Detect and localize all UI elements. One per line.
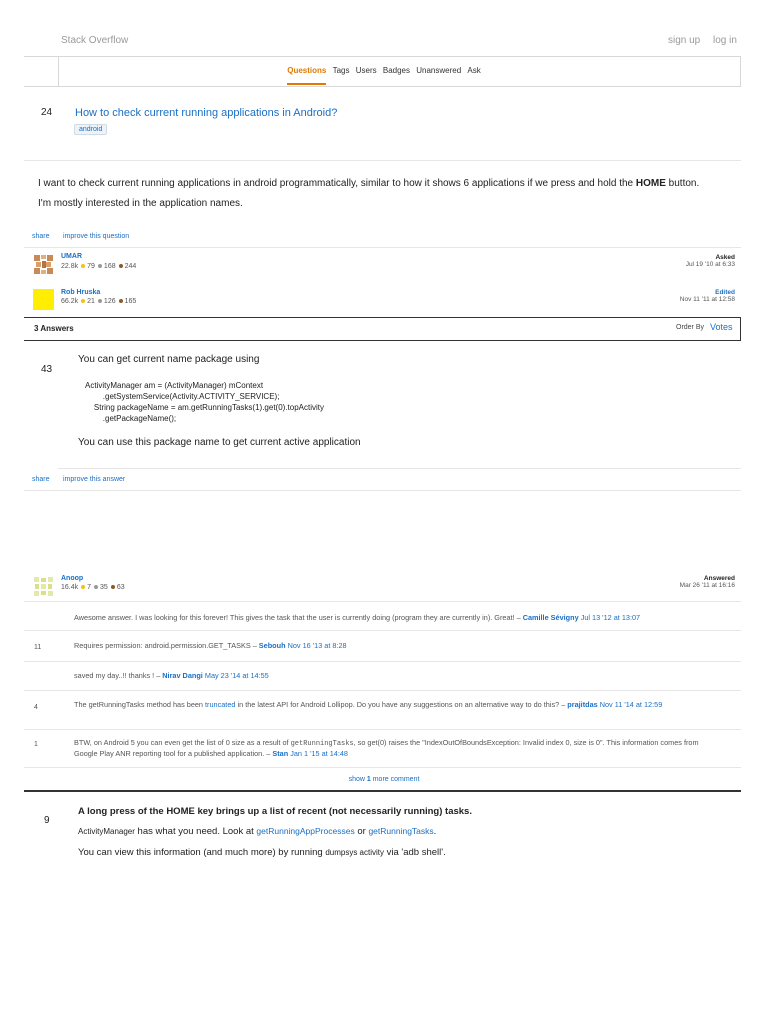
truncated-link[interactable]: truncated [205,700,236,709]
divider [24,690,741,691]
answer-outro: You can use this package name to get current active application [78,437,361,448]
bronze-badge-icon [119,264,123,268]
silver-badge-icon [94,585,98,589]
nav-tags[interactable]: Tags [332,66,350,75]
answered-meta: Answered Mar 26 '11 at 16:16 [679,575,735,589]
answer-separator [24,790,741,792]
comment-user-link[interactable]: Stan [272,749,289,758]
comment-user-link[interactable]: prajitdas [567,700,598,709]
divider [24,490,741,491]
comment: BTW, on Android 5 you can even get the list of 0 size as a result of getRunningTasks, so get(0) raises the "IndexOutOfBoundsException: Invalid index 0, size is 0". This information comes from Google Play ANR reporting tool for a published application. – Stan Jan 1 '15 at 14:48 [74,738,699,758]
answers-header-bar [24,317,741,341]
gold-badge-icon [81,585,85,589]
editor-name[interactable]: Rob Hruska [61,289,101,296]
comment-date-link[interactable]: Nov 11 '14 at 12:59 [599,700,663,709]
nav-badges[interactable]: Badges [382,66,411,75]
bronze-badge-icon [119,299,123,303]
asker-reputation: 22.8k 79 168 244 [61,263,137,270]
edited-meta: Edited Nov 11 '11 at 12:58 [679,289,735,303]
site-title[interactable]: Stack Overflow [61,35,129,46]
divider [24,661,741,662]
comment-user-link[interactable]: Sebouh [258,641,286,650]
question-vote-count: 24 [41,107,53,118]
comment-date-link[interactable]: May 23 '14 at 14:55 [204,671,269,680]
avatar[interactable] [33,254,54,275]
answer-line: You can view this information (and much more) by running dumpsys activity via 'adb shell'. [78,847,446,858]
order-by-label: Order By [676,324,705,331]
question-body: I want to check current running applications in android programmatically, similar to how it shows 6 applications if we press and hold the HOME button. I'm mostly interested in the application names. [38,178,700,209]
silver-badge-icon [98,299,102,303]
answer-line: A long press of the HOME key brings up a list of recent (not necessarily running) tasks. [78,806,472,817]
comment-user-link[interactable]: Camille Sévigny [522,613,579,622]
comment-user-link[interactable]: Nirav Dangi [162,671,203,680]
code-block: ActivityManager am = (ActivityManager) mContext .getSystemService(Activity.ACTIVITY_SERVICE); String packageName = am.getRunningTasks(1).get(0).topActivity .getPackageName(); [85,381,324,423]
answerer-reputation: 16.4k 7 35 63 [61,584,125,591]
order-by-select[interactable]: Votes [710,322,733,332]
comment: The getRunningTasks method has been truncated in the latest API for Android Lollipop. Do you have any suggestions on an alternative way to do this? – prajitdas Nov 11 '14 at 12:59 [74,700,663,709]
answers-count: 3 Answers [34,324,74,333]
nav-unanswered[interactable]: Unanswered [416,66,462,75]
avatar[interactable] [33,576,54,597]
main-nav [0,66,768,75]
gold-badge-icon [81,299,85,303]
comment-vote-count: 1 [34,741,38,748]
get-running-app-processes-link[interactable]: getRunningAppProcesses [256,826,355,836]
nav-questions[interactable]: Questions [287,66,326,85]
improve-answer-link[interactable]: improve this answer [63,476,126,483]
improve-question-link[interactable]: improve this question [63,233,130,240]
comment-date-link[interactable]: Nov 16 '13 at 8:28 [287,641,347,650]
nav-users[interactable]: Users [355,66,377,75]
divider [24,630,741,631]
comment: saved my day..!! thanks ! – Nirav Dangi May 23 '14 at 14:55 [74,671,269,680]
avatar[interactable] [33,289,54,310]
answerer-name[interactable]: Anoop [61,575,84,582]
tag-android[interactable]: android [74,124,107,135]
divider [24,160,741,161]
divider [24,729,741,730]
asked-meta: Asked Jul 19 '10 at 6:33 [685,254,735,268]
divider [24,601,741,602]
comment-date-link[interactable]: Jan 1 '15 at 14:48 [290,749,348,758]
get-running-tasks-link[interactable]: getRunningTasks [368,826,434,836]
comment-vote-count: 4 [34,704,38,711]
editor-reputation: 66.2k 21 126 165 [61,298,137,305]
question-title[interactable]: How to check current running applications in Android? [75,107,338,119]
bronze-badge-icon [111,585,115,589]
nav-ask[interactable]: Ask [467,66,481,75]
comment-vote-count: 11 [34,644,42,651]
divider [24,767,741,768]
comment: Requires permission: android.permission.GET_TASKS – Sebouh Nov 16 '13 at 8:28 [74,641,347,650]
gold-badge-icon [81,264,85,268]
answer-vote-count: 43 [41,364,53,375]
divider [24,247,741,248]
show-more-comments-link[interactable]: show 1 more comment [348,776,420,783]
comment-date-link[interactable]: Jul 13 '12 at 13:07 [580,613,641,622]
share-question-link[interactable]: share [32,233,50,240]
comment: Awesome answer. I was looking for this forever! This gives the task that the user is currently doing (program they are currently in). Great! – Camille Sévigny Jul 13 '12 at 13:07 [74,613,641,622]
asker-name[interactable]: UMAR [61,253,82,260]
answer-vote-count: 9 [44,815,50,826]
divider [58,468,741,469]
log-in-link[interactable]: log in [713,35,737,46]
silver-badge-icon [98,264,102,268]
answer-line: ActivityManager has what you need. Look at getRunningAppProcesses or getRunningTasks. [78,826,437,837]
share-answer-link[interactable]: share [32,476,50,483]
sign-up-link[interactable]: sign up [668,35,701,46]
answer-intro: You can get current name package using [78,354,260,365]
